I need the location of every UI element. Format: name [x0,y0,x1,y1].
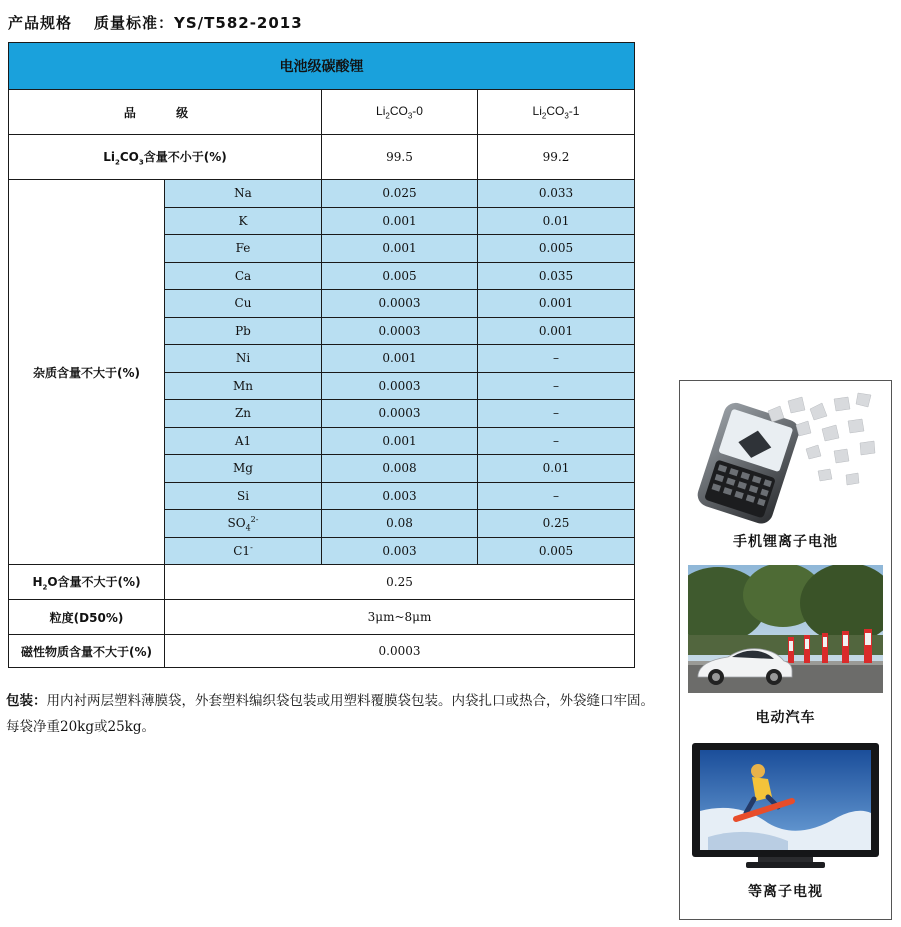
spec-table [8,42,635,668]
impurity-value-v0: 0.0003 [322,317,478,345]
impurity-value-v1: – [478,427,635,455]
impurity-element: Mn [165,372,322,400]
impurity-value-v1: – [478,345,635,373]
impurity-value-v1: 0.005 [478,235,635,263]
application-caption-0: 手机锂离子电池 [733,534,838,550]
impurity-element: Ca [165,262,322,290]
packaging-label: 包装： [6,693,47,709]
spec-heading [8,12,303,33]
content-label: $Li_2CO_3$含量不小于(%) [9,135,322,180]
packaging-text: 用内衬两层塑料薄膜袋，外套塑料编织袋包装或用塑料覆膜袋包装。内袋扎口或热合，外袋缝口牢固。每袋净重20kg或25kg。 [6,693,654,735]
impurity-value-v0: 0.0003 [322,400,478,428]
water-label: $H_2O$含量不大于(%) [9,565,165,600]
impurity-element: K [165,207,322,235]
impurity-element: Cu [165,290,322,318]
impurity-element: Fe [165,235,322,263]
impurity-value-v0: 0.001 [322,427,478,455]
impurity-value-v0: 0.005 [322,262,478,290]
quality-standard: 质量标准：YS/T582-2013 [94,14,303,32]
impurity-value-v0: 0.08 [322,510,478,538]
content-value-1: 99.2 [478,135,635,180]
impurity-value-v0: 0.003 [322,537,478,565]
grade-label: 品 级 [9,90,322,135]
impurity-value-v1: 0.005 [478,537,635,565]
impurity-element: Ni [165,345,322,373]
content-value-0: 99.5 [322,135,478,180]
impurity-value-v1: 0.001 [478,290,635,318]
electric-car-icon [688,565,883,693]
impurity-value-v1: 0.035 [478,262,635,290]
application-caption-2: 等离子电视 [748,884,823,900]
impurity-value-v1: – [478,400,635,428]
grade-1-header: $Li_2CO_3-1$ [478,90,635,135]
magnetic-value: 0.0003 [165,635,635,668]
impurity-value-v1: – [478,482,635,510]
table-row [9,180,635,208]
impurity-value-v1: 0.01 [478,455,635,483]
impurity-value-v0: 0.001 [322,235,478,263]
impurity-value-v1: 0.01 [478,207,635,235]
impurity-value-v0: 0.0003 [322,372,478,400]
impurity-value-v1: 0.033 [478,180,635,208]
impurity-element: $SO_4^{2-}$ [165,510,322,538]
plasma-tv-icon [688,741,883,873]
impurity-value-v0: 0.001 [322,207,478,235]
phone-icon [688,391,883,526]
table-title: 电池级碳酸锂 [9,43,635,90]
impurity-element: Zn [165,400,322,428]
impurity-element: Pb [165,317,322,345]
impurity-element: A1 [165,427,322,455]
impurity-value-v0: 0.008 [322,455,478,483]
particle-value: 3μm~8μm [165,600,635,635]
impurity-element: Na [165,180,322,208]
impurity-label: 杂质含量不大于(%) [9,180,165,565]
application-caption-1: 电动汽车 [755,710,816,726]
impurity-element: Si [165,482,322,510]
water-value: 0.25 [165,565,635,600]
impurity-element: Mg [165,455,322,483]
impurity-element: C1- [165,537,322,565]
applications-panel [679,380,892,920]
packaging-note [6,688,666,740]
impurity-value-v0: 0.001 [322,345,478,373]
impurity-value-v1: 0.25 [478,510,635,538]
impurity-value-v0: 0.0003 [322,290,478,318]
grade-0-header: $Li_2CO_3-0$ [322,90,478,135]
impurity-value-v1: 0.001 [478,317,635,345]
impurity-value-v0: 0.025 [322,180,478,208]
magnetic-label: 磁性物质含量不大于(%) [9,635,165,668]
spec-heading-label: 产品规格 [8,14,73,32]
impurity-value-v0: 0.003 [322,482,478,510]
particle-label: 粒度(D50%) [9,600,165,635]
impurity-value-v1: – [478,372,635,400]
